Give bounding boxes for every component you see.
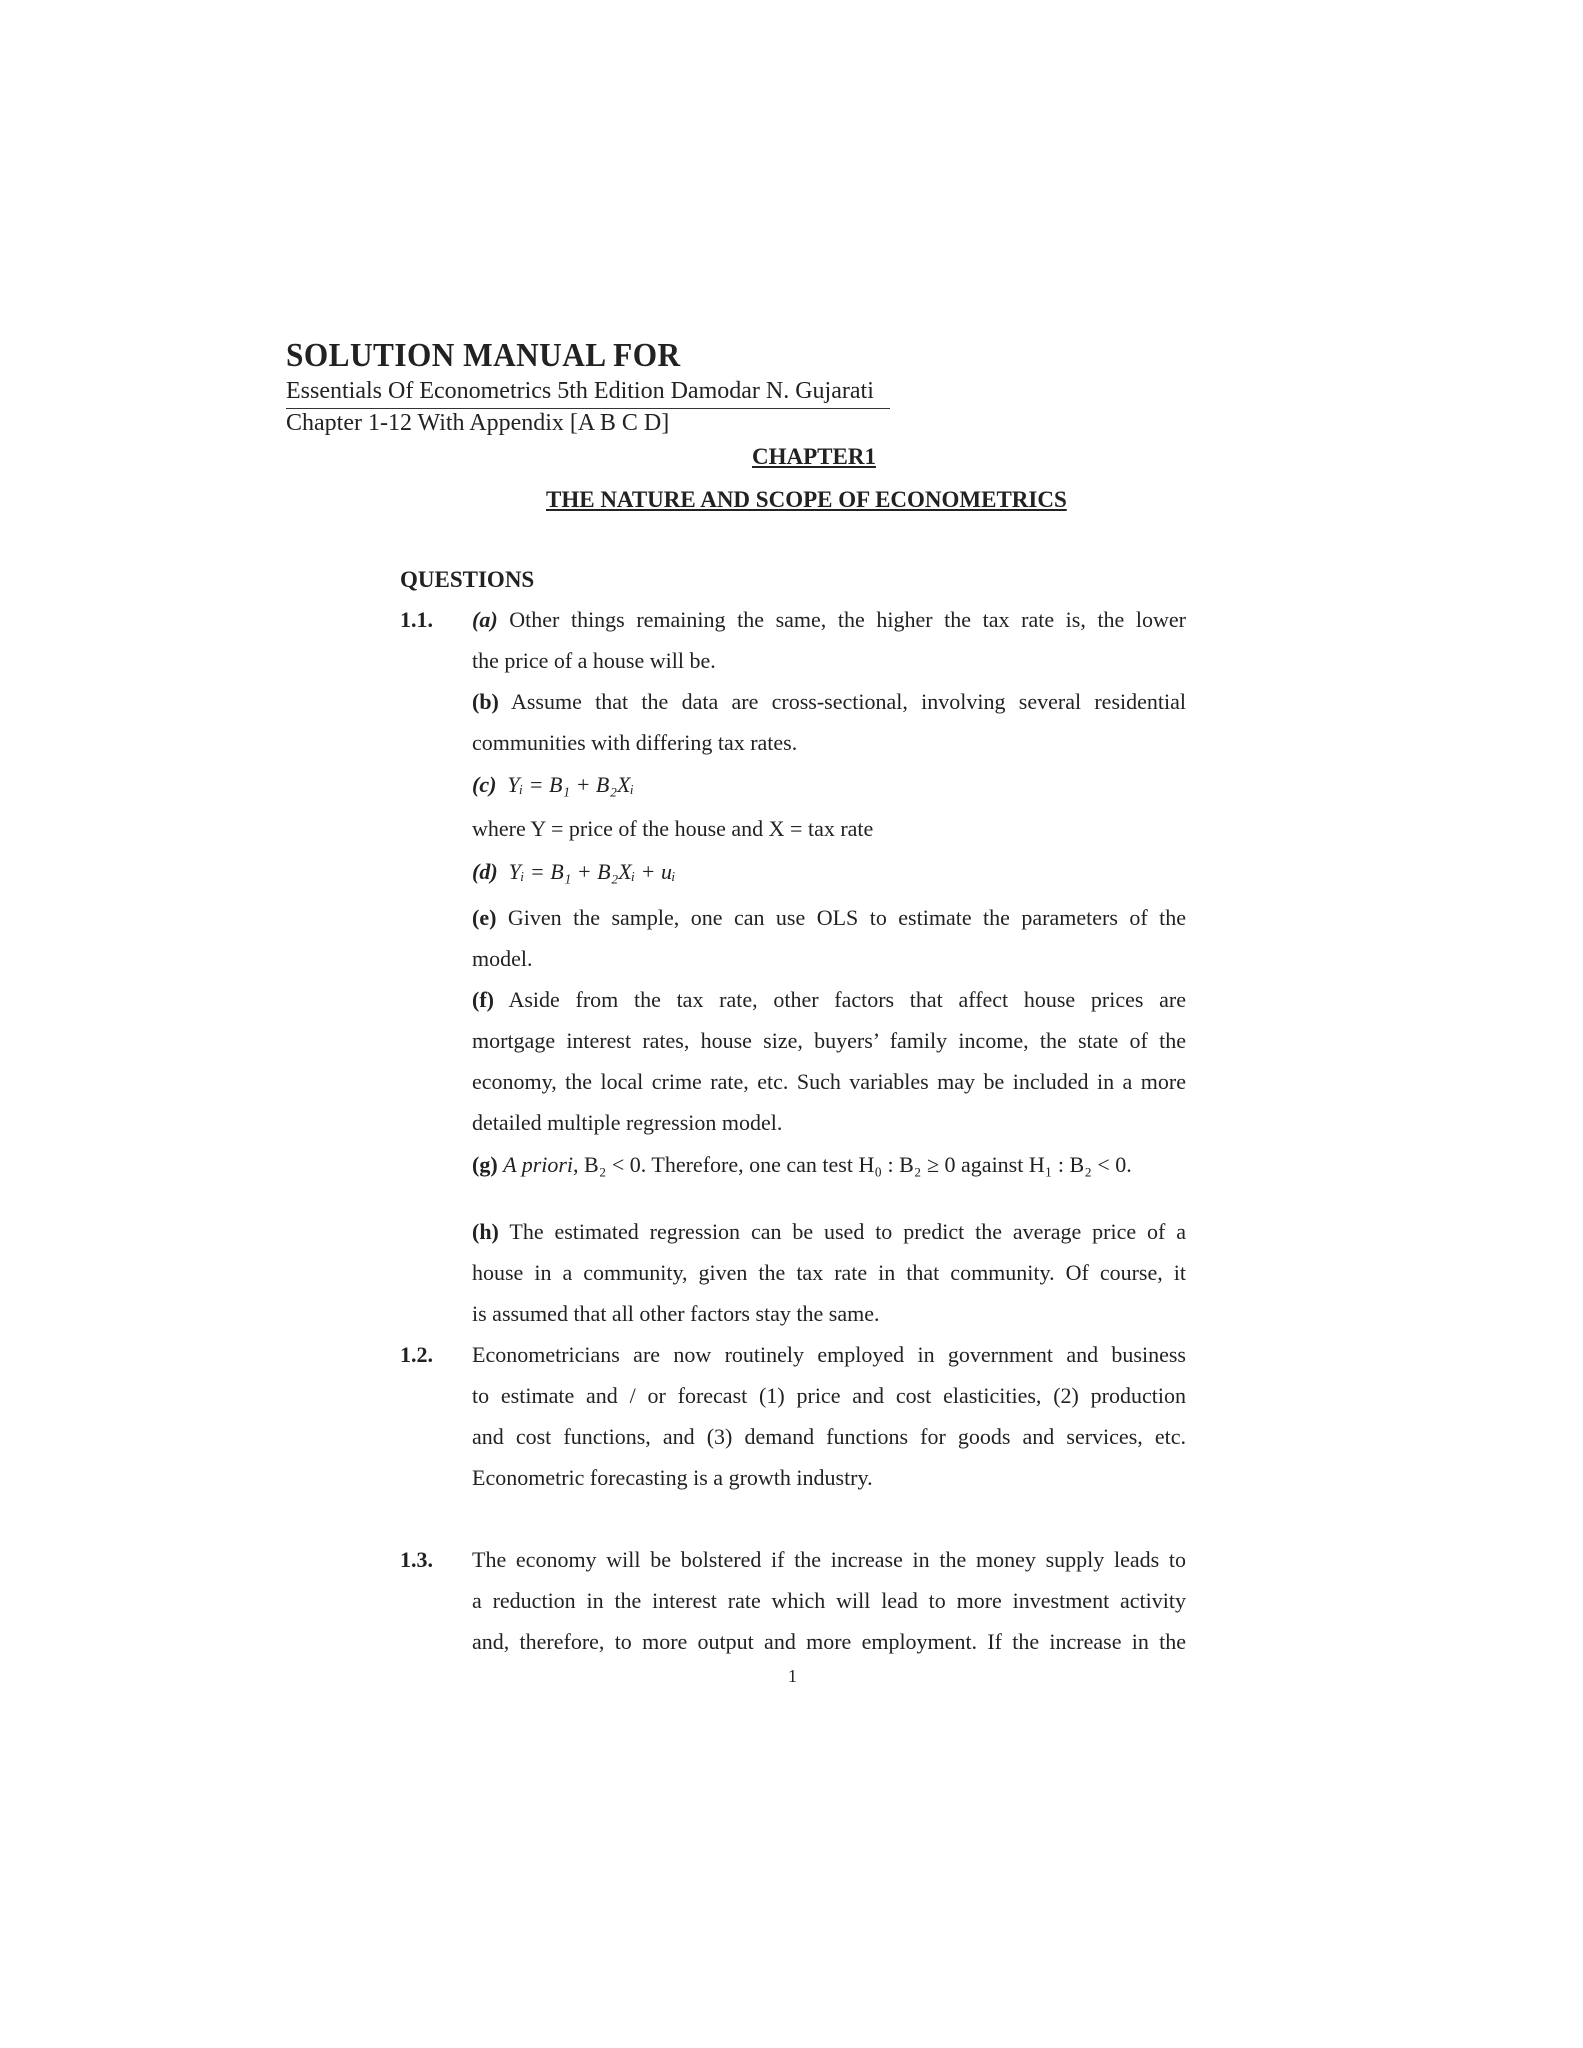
answer-h-line: is assumed that all other factors stay the same. (472, 1301, 880, 1326)
answer-line: Econometricians are now routinely employed in government and business (472, 1342, 1186, 1367)
answer-line: The economy will be bolstered if the increase in the money supply leads to (472, 1547, 1186, 1572)
answer-h-line: house in a community, given the tax rate in that community. Of course, it (472, 1260, 1186, 1285)
answer-f-line: detailed multiple regression model. (472, 1110, 783, 1135)
part-label: (c) (472, 772, 497, 797)
title-divider (286, 408, 890, 409)
chapter-range: Chapter 1-12 With Appendix [A B C D] (286, 410, 670, 436)
chapter-label: CHAPTER1 (752, 444, 876, 469)
question-number: 1.1. (400, 607, 433, 632)
answer-line: and cost functions, and (3) demand functions for goods and services, etc. (472, 1424, 1186, 1449)
answer-line: and, therefore, to more output and more employment. If the increase in the (472, 1629, 1186, 1654)
answer-text: Aside from the tax rate, other factors that affect house prices are (508, 987, 1186, 1012)
answer-f-line: economy, the local crime rate, etc. Such variables may be included in a more (472, 1069, 1186, 1094)
answer-f-line: mortgage interest rates, house size, buyers’ family income, the state of the (472, 1028, 1186, 1053)
answer-e-line: model. (472, 946, 533, 971)
answer-a-line (472, 607, 1186, 633)
a-priori-text: A priori (503, 1152, 574, 1177)
regression-equation: Yᵢ = B₁ + B₂Xᵢ + uᵢ (508, 859, 676, 884)
part-label: (f) (472, 987, 494, 1012)
answer-line: a reduction in the interest rate which will lead to more investment activity (472, 1588, 1186, 1613)
hypothesis-text: , B₂ < 0. Therefore, one can test H₀ : B₂ ≥ 0 against H₁ : B₂ < 0. (573, 1152, 1132, 1177)
part-label: (h) (472, 1219, 499, 1244)
regression-equation: Yᵢ = B₁ + B₂Xᵢ (507, 772, 634, 797)
question-number: 1.3. (400, 1547, 433, 1572)
answer-b-line (472, 689, 1186, 715)
part-label: (d) (472, 859, 498, 884)
answer-c-where: where Y = price of the house and X = tax rate (472, 816, 874, 841)
answer-a-line: the price of a house will be. (472, 648, 716, 673)
answer-line: Econometric forecasting is a growth industry. (472, 1465, 873, 1490)
answer-text: Given the sample, one can use OLS to estimate the parameters of the (507, 905, 1187, 930)
answer-f-line (472, 987, 1186, 1013)
answer-text: The estimated regression can be used to predict the average price of a (509, 1219, 1186, 1244)
chapter-title: THE NATURE AND SCOPE OF ECONOMETRICS (546, 487, 1067, 512)
document-title: SOLUTION MANUAL FOR (286, 337, 681, 374)
answer-e-line (472, 905, 1186, 931)
answer-h-line (472, 1219, 1186, 1245)
question-number: 1.2. (400, 1342, 433, 1367)
part-label: (e) (472, 905, 497, 930)
part-label: (a) (472, 607, 498, 632)
part-label: (b) (472, 689, 499, 714)
book-subtitle: Essentials Of Econometrics 5th Edition Damodar N. Gujarati (286, 378, 874, 404)
answer-c-line (472, 772, 1186, 798)
answer-b-line: communities with differing tax rates. (472, 730, 798, 755)
answer-line: to estimate and / or forecast (1) price and cost elasticities, (2) production (472, 1383, 1186, 1408)
page-number: 1 (788, 1666, 797, 1686)
questions-heading: QUESTIONS (400, 567, 535, 592)
answer-g-line (472, 1152, 1186, 1178)
part-label: (g) (472, 1152, 498, 1177)
answer-text: Other things remaining the same, the higher the tax rate is, the lower (509, 607, 1187, 632)
answer-text: Assume that the data are cross-sectional, involving several residential (510, 689, 1186, 714)
answer-d-line (472, 859, 1186, 885)
